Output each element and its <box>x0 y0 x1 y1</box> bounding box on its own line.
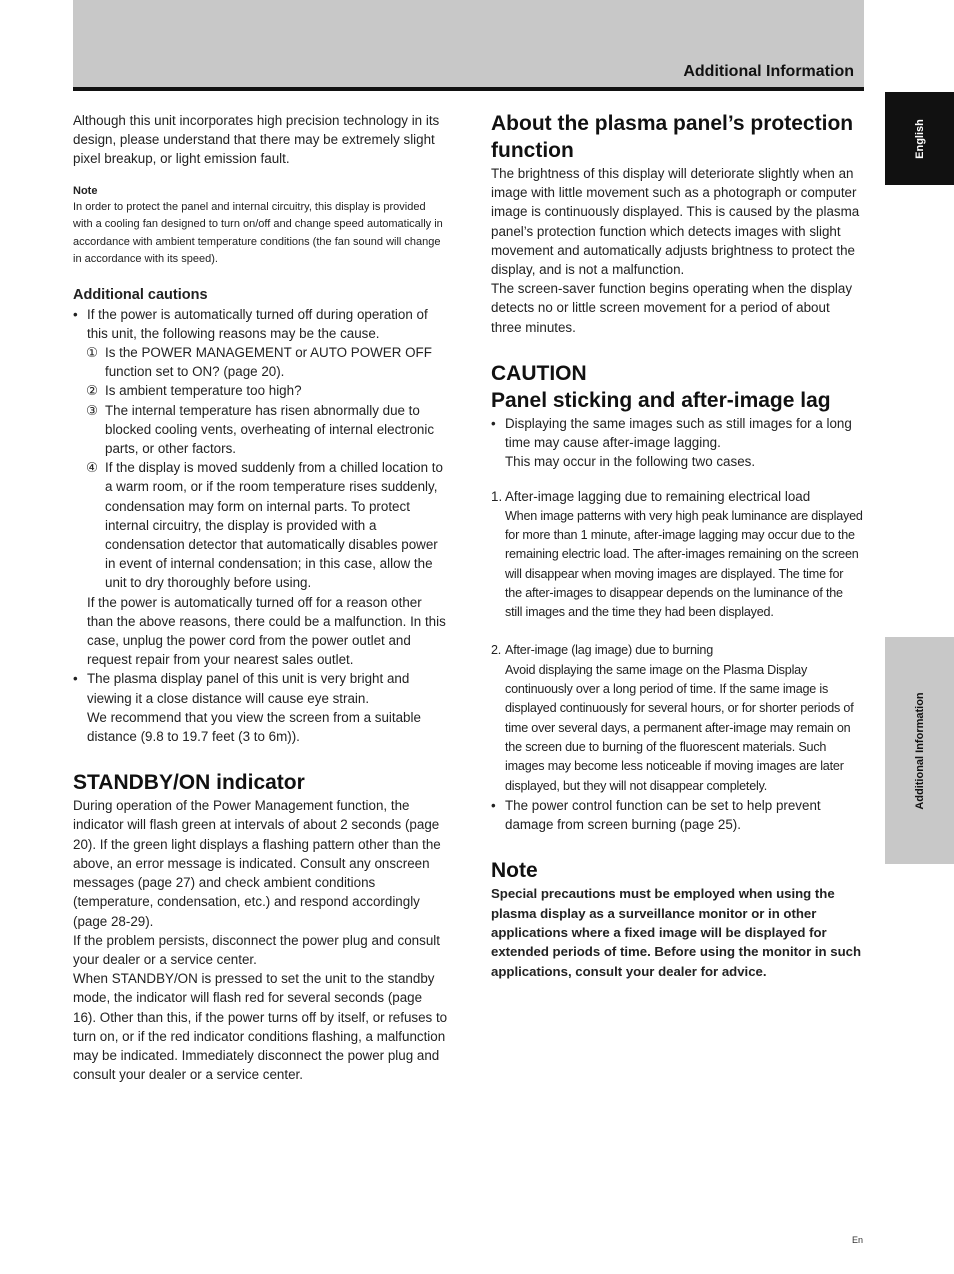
protection-paragraph-1: The brightness of this display will deteriorate slightly when an image with little movement such as a photograph or computer image is continuously displayed. This is caused by the plasma panel’s protection function which detects images with slight movement and automatically adjusts brightness to protect the display, and is not a malfunction. <box>491 166 860 278</box>
reason-number: ③ <box>86 402 99 418</box>
reason-number: ② <box>86 383 99 399</box>
reason-item <box>73 458 448 592</box>
standby-paragraph-1: During operation of the Power Management function, the indicator will flash green at intervals of about 2 seconds (page 20). If the green light displays a flashing pattern other than the above, an error message is indicated. Consult any onscreen messages (page 27) and check ambient conditions (temperature, condensation, etc.) and respond accordingly (page 28-29). <box>73 798 441 929</box>
case-item-2 <box>491 641 863 795</box>
after-image-bullet-followup: This may occur in the following two cases. <box>505 454 756 470</box>
power-control-bullet-text: The power control function can be set to help prevent damage from screen burning (page 25). <box>505 797 821 832</box>
standby-paragraph-2: If the problem persists, disconnect the power plug and consult your dealer or a service center. <box>73 932 440 967</box>
case-text: When image patterns with very high peak luminance are displayed for more than 1 minute, after-image lagging may occur due to the remaining electric load. The after-images remaining on the screen will disappear when moving images are displayed. The time for the after-images to disappear depends on the luminance of the still images and the time they had been displayed. <box>505 508 863 620</box>
case-number: 2. <box>491 643 502 658</box>
caution-heading-line-1: CAUTION <box>491 361 587 385</box>
caution-heading <box>491 360 863 414</box>
caution-bullet-1-followup: If the power is automatically turned off for a reason other than the above reasons, there could be a malfunction. In this case, unplug the power cord from the power outlet and request repair from your nearest sales outlet. <box>87 594 446 668</box>
caution-bullet-2 <box>73 669 448 707</box>
caution-bullet-2-text: The plasma display panel of this unit is very bright and viewing it a close distance will cause eye strain. <box>87 671 410 706</box>
caution-bullet-1 <box>73 305 448 343</box>
page-language-marker: En <box>852 1235 864 1245</box>
reason-item <box>73 401 448 459</box>
language-tab <box>885 92 954 185</box>
language-tab-label: English <box>913 118 926 159</box>
surveillance-note: Special precautions must be employed when using the plasma display as a surveillance monitor or in other applications where a fixed image will be displayed for extended periods of time. Before using the monitor in such applications, consult your dealer for advice. <box>491 886 862 979</box>
section-title: Additional Information <box>683 63 854 80</box>
note-text: In order to protect the panel and internal circuitry, this display is provided with a cooling fan designed to turn on/off and change speed automatically in accordance with ambient temperature conditions (the fan sound will change in accordance with its speed). <box>73 200 443 266</box>
standby-paragraph-3: When STANDBY/ON is pressed to set the unit to the standby mode, the indicator will flash red for several seconds (page 16). Other than this, if the power turns off by itself, or refuses to turn on, or if the red indicator conditions flashing, a malfunction may be indicated. Immediately disconnect the power plug and consult your dealer or a service center. <box>73 971 448 1083</box>
caution-bullet-1-text: If the power is automatically turned off during operation of this unit, the following reasons may be the cause. <box>87 306 428 341</box>
protection-heading: About the plasma panel’s protection function <box>491 112 854 162</box>
intro-paragraph: Although this unit incorporates high precision technology in its design, please understand that there may be extremely slight pixel breakup, or light emission fault. <box>73 113 440 167</box>
case-number: 1. <box>491 489 503 505</box>
left-column <box>73 111 448 1084</box>
section-tab-label: Additional Information <box>913 691 926 810</box>
caution-bullet-2-followup: We recommend that you view the screen from a suitable distance (9.8 to 19.7 feet (3 to 6m)). <box>87 709 421 745</box>
reason-text: Is the POWER MANAGEMENT or AUTO POWER OFF function set to ON? (page 20). <box>105 345 432 380</box>
standby-heading: STANDBY/ON indicator <box>73 771 305 795</box>
caution-heading-line-2: Panel sticking and after-image lag <box>491 388 831 412</box>
reason-number: ④ <box>86 460 99 476</box>
case-title: After-image lagging due to remaining electrical load <box>505 489 811 505</box>
right-column <box>491 110 863 981</box>
reason-number: ① <box>86 345 99 361</box>
protection-paragraph-2: The screen-saver function begins operating when the display detects no or little screen movement for a period of about three minutes. <box>491 281 853 335</box>
after-image-bullet <box>491 414 863 452</box>
reason-item <box>73 381 448 400</box>
case-text: Avoid displaying the same image on the Plasma Display continuously over a long period of time. If the same image is displayed continuously for several hours, or for shorter periods of time over several days, a permanent after-image may remain on the screen due to burning of the fluorescent materials. Such images may become less noticeable if moving images are later displayed, but they will not disappear completely. <box>505 662 854 793</box>
reason-text: Is ambient temperature too high? <box>105 383 302 399</box>
case-item-1 <box>491 487 863 622</box>
reason-item <box>73 343 448 381</box>
note-heading: Note <box>491 859 538 883</box>
section-tab <box>885 637 954 864</box>
power-control-bullet <box>491 796 863 834</box>
reason-text: The internal temperature has risen abnormally due to blocked cooling vents, overheating of internal electronic parts, or other factors. <box>105 402 435 457</box>
note-label: Note <box>73 184 98 197</box>
reason-text: If the display is moved suddenly from a chilled location to a warm room, or if the room temperature rises suddenly, condensation may form on internal parts. To protect internal circuitry, the display is provided with a condensation detector that automatically disables power in event of internal condensation; in this case, allow the unit to dry thoroughly before using. <box>105 460 443 591</box>
header-rule <box>73 87 864 91</box>
additional-cautions-heading: Additional cautions <box>73 286 208 303</box>
case-title: After-image (lag image) due to burning <box>505 643 714 658</box>
after-image-bullet-text: Displaying the same images such as still images for a long time may cause after-image lagging. <box>505 415 852 451</box>
